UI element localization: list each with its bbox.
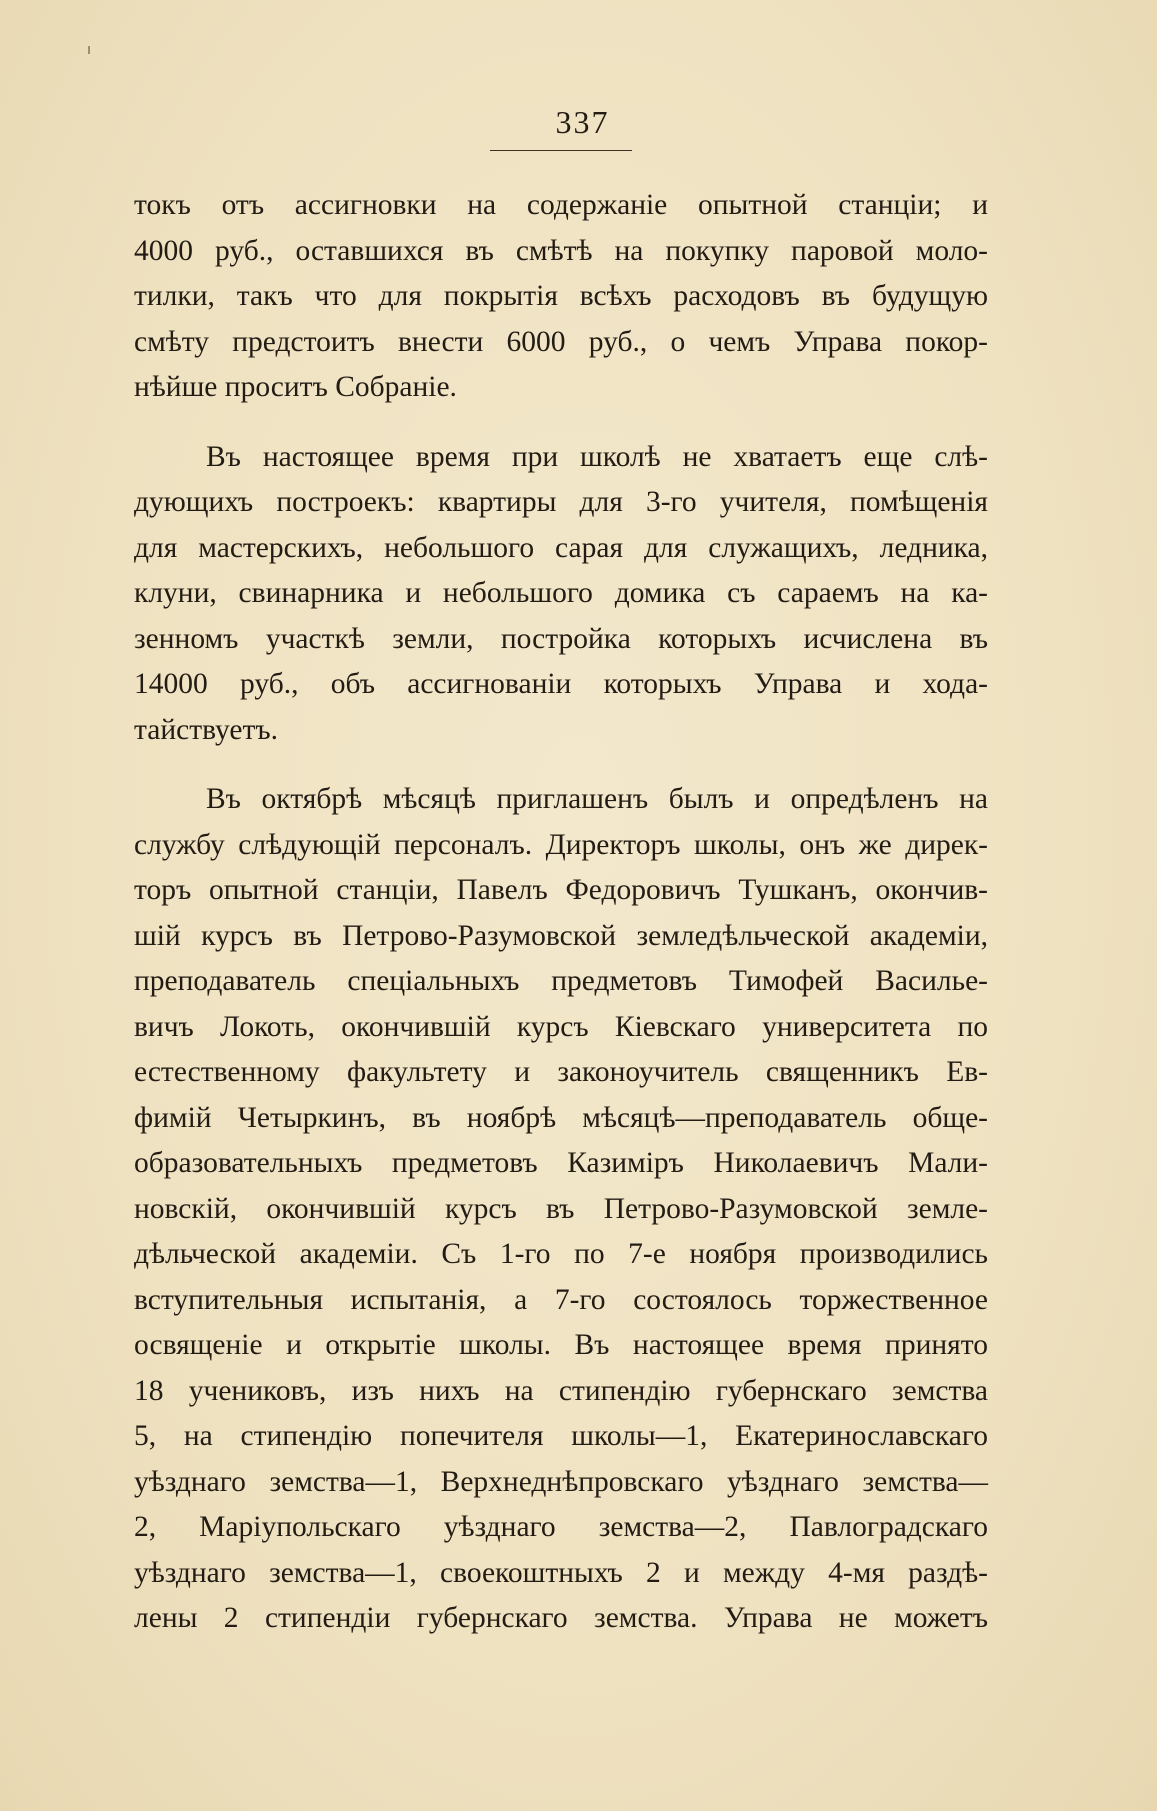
text-line: вступительныя испытанія, а 7-го состоялось торжественное <box>134 1283 988 1316</box>
paragraph-3 <box>134 777 988 1642</box>
page-number: 337 <box>555 104 610 140</box>
text-line: шій курсъ въ Петрово-Разумовской земледѣльческой академіи, <box>134 919 988 952</box>
text-line: для мастерскихъ, небольшого сарая для служащихъ, ледника, <box>134 531 988 564</box>
text-line: тилки, такъ что для покрытія всѣхъ расходовъ въ будущую <box>134 280 988 312</box>
text-line: уѣзднаго земства—1, Верхнеднѣпровскаго уѣзднаго земства— <box>134 1465 988 1498</box>
text-line: 5, на стипендію попечителя школы—1, Екатеринославскаго <box>134 1420 988 1452</box>
text-line: естественному факультету и законоучитель священникъ Ев- <box>134 1056 988 1088</box>
text-line: новскій, окончившій курсъ въ Петрово-Разумовской земле- <box>134 1192 988 1225</box>
text-line: лены 2 стипендіи губернскаго земства. Управа не можетъ <box>134 1602 988 1634</box>
text-line: дѣльческой академіи. Съ 1-го по 7-е ноября производились <box>134 1238 988 1270</box>
text-line: 4000 руб., оставшихся въ смѣтѣ на покупку паровой моло- <box>134 234 988 267</box>
text-line: нѣйше проситъ Собраніе. <box>134 371 457 403</box>
text-line: фимій Четыркинъ, въ ноябрѣ мѣсяцѣ—преподаватель обще- <box>134 1101 988 1134</box>
text-line: зенномъ участкѣ земли, постройка которыхъ исчислена въ <box>134 622 988 655</box>
text-line: освященіе и открытіе школы. Въ настоящее время принято <box>134 1329 988 1361</box>
paragraph-2 <box>134 435 988 754</box>
body-text <box>134 183 988 1642</box>
page-number-rule <box>490 150 632 151</box>
text-line: 2, Маріупольскаго уѣзднаго земства—2, Павлоградскаго <box>134 1511 988 1543</box>
text-line: смѣту предстоитъ внести 6000 руб., о чемъ Управа покор- <box>134 325 988 358</box>
margin-mark <box>88 46 90 54</box>
text-line: 14000 руб., объ ассигнованіи которыхъ Управа и хода- <box>134 668 988 700</box>
text-line: торъ опытной станціи, Павелъ Федоровичъ Тушканъ, окончив- <box>134 874 988 906</box>
text-line: клуни, свинарника и небольшого домика съ сараемъ на ка- <box>134 577 988 609</box>
text-line: 18 учениковъ, изъ нихъ на стипендію губернскаго земства <box>134 1374 988 1407</box>
text-line: Въ настоящее время при школѣ не хватаетъ еще слѣ- <box>206 440 988 473</box>
text-line: Въ октябрѣ мѣсяцѣ приглашенъ былъ и опредѣленъ на <box>206 783 988 815</box>
paragraph-1 <box>134 183 988 411</box>
text-line: преподаватель спеціальныхъ предметовъ Тимофей Василье- <box>134 965 988 997</box>
text-line: образовательныхъ предметовъ Казиміръ Николаевичъ Мали- <box>134 1147 988 1179</box>
text-line: тайствуетъ. <box>134 713 279 746</box>
text-line: токъ отъ ассигновки на содержаніе опытной станціи; и <box>134 189 988 221</box>
text-line: службу слѣдующій персоналъ. Директоръ школы, онъ же дирек- <box>134 828 988 861</box>
text-line: дующихъ построекъ: квартиры для 3-го учителя, помѣщенія <box>134 486 988 518</box>
text-line: вичъ Локоть, окончившій курсъ Кіевскаго университета по <box>134 1010 988 1043</box>
text-line: уѣзднаго земства—1, своекоштныхъ 2 и между 4-мя раздѣ- <box>134 1556 988 1589</box>
